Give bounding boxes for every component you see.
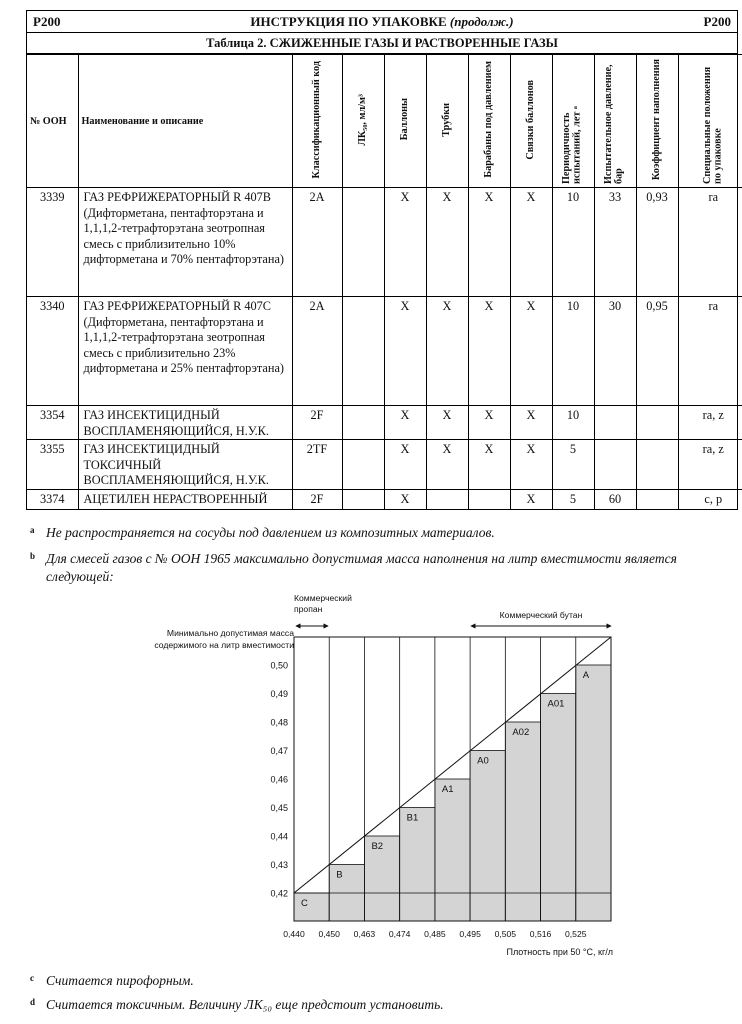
step-label-a01: A01 <box>547 698 565 710</box>
table-row <box>27 490 742 509</box>
cell-drums: X <box>468 406 510 440</box>
cell-class: 2F <box>292 490 342 509</box>
col-bundles: Связки баллонов <box>510 55 552 188</box>
instruction-frame <box>26 10 738 510</box>
annotation-butane: Коммерческий бутан <box>499 610 583 620</box>
x-tick-label: 0,505 <box>494 929 517 939</box>
cell-tubes: X <box>426 188 468 297</box>
col-fill: Коэффициент наполнения <box>636 55 678 188</box>
cell-tubes: X <box>426 406 468 440</box>
cell-drums: X <box>468 188 510 297</box>
table-row <box>27 406 742 440</box>
col-pressure: Испытательное давление, бар <box>594 55 636 188</box>
header-code-right: P200 <box>703 13 731 29</box>
cell-name: ГАЗ ИНСЕКТИЦИДНЫЙ ТОКСИЧНЫЙ ВОСПЛАМЕНЯЮЩИЙСЯ, Н.У.К. <box>78 440 292 490</box>
cell-cylinders: X <box>384 188 426 297</box>
col-drums: Барабаны под давлением <box>468 55 510 188</box>
cell-bundles: X <box>510 297 552 406</box>
col-special: Специальные положения по упаковке <box>678 55 742 188</box>
step-c <box>294 893 329 921</box>
cell-pressure <box>594 440 636 490</box>
chart-xlabel: Плотность при 50 °С, кг/л <box>506 947 613 957</box>
step-label-a1: A1 <box>441 784 454 795</box>
cell-fill <box>636 406 678 440</box>
chart-ylabel-line1: Минимально допустимая масса <box>166 628 294 638</box>
header-title: ИНСТРУКЦИЯ ПО УПАКОВКЕ (продолж.) <box>250 13 514 29</box>
cell-period: 5 <box>552 490 594 509</box>
cell-period: 10 <box>552 297 594 406</box>
x-tick-label: 0,525 <box>565 929 587 939</box>
cell-tubes: X <box>426 297 468 406</box>
cell-pressure: 30 <box>594 297 636 406</box>
cell-un: 3339 <box>27 188 78 297</box>
x-tick-label: 0,485 <box>424 929 446 939</box>
step-a02 <box>505 722 540 921</box>
cell-un: 3374 <box>27 490 78 509</box>
table-row <box>27 297 742 406</box>
chart-ylabel-line2: содержимого на литр вместимости <box>154 640 294 650</box>
footnote-c: c Считается пирофорным. <box>30 973 194 988</box>
cell-bundles: X <box>510 490 552 509</box>
cell-fill: 0,93 <box>636 188 678 297</box>
footnote-b: b Для смесей газов с № ООН 1965 максимально допустимая масса наполнения на литр вместимости является следующей: <box>30 551 677 584</box>
filling-chart <box>0 585 742 965</box>
cell-period: 5 <box>552 440 594 490</box>
cell-drums: X <box>468 297 510 406</box>
cell-name: ГАЗ ИНСЕКТИЦИДНЫЙ ВОСПЛАМЕНЯЮЩИЙСЯ, Н.У.К. <box>78 406 292 440</box>
cell-class: 2A <box>292 188 342 297</box>
cell-class: 2F <box>292 406 342 440</box>
x-tick-label: 0,463 <box>353 929 376 939</box>
step-label-a02: A02 <box>512 727 530 738</box>
step-label-b2: B2 <box>371 841 384 852</box>
cell-lc <box>342 297 384 406</box>
header-title-cont: (продолж.) <box>449 13 514 29</box>
y-tick-label: 0,43 <box>270 860 288 870</box>
step-label-a0: A0 <box>477 755 489 767</box>
footnote-a: a Не распространяется на сосуды под давлением из композитных материалов. <box>30 525 495 540</box>
page-header <box>27 11 737 33</box>
x-tick-label: 0,495 <box>459 929 481 939</box>
cell-drums <box>468 490 510 509</box>
cell-name: АЦЕТИЛЕН НЕРАСТВОРЕННЫЙ <box>78 490 292 509</box>
footnote-d: d Считается токсичным. Величину ЛК₅₀ еще предстоит установить. <box>30 997 444 1012</box>
step-label-a: A <box>582 670 590 681</box>
cell-un: 3354 <box>27 406 78 440</box>
y-tick-label: 0,48 <box>270 717 288 728</box>
cell-lc <box>342 188 384 297</box>
cell-cylinders: X <box>384 406 426 440</box>
cell-tubes <box>426 490 468 509</box>
table-row <box>27 188 742 297</box>
cell-special: c, p <box>678 490 742 509</box>
annotation-propane-2: пропан <box>294 604 323 614</box>
col-class: Классификационный код <box>292 55 342 188</box>
x-tick-label: 0,450 <box>318 929 340 939</box>
col-tubes: Трубки <box>426 55 468 188</box>
cell-tubes: X <box>426 440 468 490</box>
y-tick-label: 0,50 <box>270 660 288 671</box>
step-a0 <box>470 751 505 922</box>
step-b1 <box>400 808 435 922</box>
cell-period: 10 <box>552 188 594 297</box>
cell-pressure: 60 <box>594 490 636 509</box>
step-label-b: B <box>336 869 343 881</box>
cell-fill: 0,95 <box>636 297 678 406</box>
step-a1 <box>435 779 470 921</box>
y-tick-label: 0,45 <box>270 803 288 813</box>
table-header-row <box>27 55 742 188</box>
cell-cylinders: X <box>384 440 426 490</box>
x-tick-label: 0,516 <box>529 929 552 939</box>
cell-special: ra <box>678 188 742 297</box>
x-tick-label: 0,440 <box>283 929 305 939</box>
col-cylinders: Баллоны <box>384 55 426 188</box>
table-row <box>27 440 742 490</box>
cell-special: ra, z <box>678 440 742 490</box>
step-label-c: C <box>301 898 308 909</box>
x-tick-label: 0,474 <box>388 929 411 939</box>
cell-special: ra <box>678 297 742 406</box>
cell-fill <box>636 490 678 509</box>
cell-lc <box>342 406 384 440</box>
y-tick-label: 0,49 <box>270 689 288 699</box>
header-code-left: P200 <box>33 13 61 29</box>
cell-bundles: X <box>510 188 552 297</box>
cell-cylinders: X <box>384 490 426 509</box>
cell-class: 2A <box>292 297 342 406</box>
y-tick-label: 0,46 <box>270 774 288 785</box>
cell-bundles: X <box>510 440 552 490</box>
cell-pressure <box>594 406 636 440</box>
y-tick-label: 0,47 <box>270 746 288 756</box>
col-un: № ООН <box>27 55 78 188</box>
cell-lc <box>342 440 384 490</box>
col-name: Наименование и описание <box>78 55 292 188</box>
cell-drums: X <box>468 440 510 490</box>
gases-table <box>27 54 742 509</box>
cell-bundles: X <box>510 406 552 440</box>
col-lc: ЛК₅₀, мл/м³ <box>342 55 384 188</box>
cell-fill <box>636 440 678 490</box>
step-a01 <box>541 694 576 922</box>
cell-name: ГАЗ РЕФРИЖЕРАТОРНЫЙ R 407B (Дифторметана, пентафторэтана и 1,1,1,2-тетрафторэтана зеотропная смесь с приблизительно 10% дифторметана и 70% пентафторэтана) <box>78 188 292 297</box>
table-title: Таблица 2. СЖИЖЕННЫЕ ГАЗЫ И РАСТВОРЕННЫЕ ГАЗЫ <box>27 33 737 54</box>
cell-period: 10 <box>552 406 594 440</box>
cell-pressure: 33 <box>594 188 636 297</box>
col-period: Периодичность испытаний, лет ᵃ <box>552 55 594 188</box>
step-a <box>576 665 611 921</box>
cell-un: 3355 <box>27 440 78 490</box>
cell-cylinders: X <box>384 297 426 406</box>
annotation-propane-1: Коммерческий <box>294 593 352 603</box>
cell-name: ГАЗ РЕФРИЖЕРАТОРНЫЙ R 407C (Дифторметана, пентафторэтана и 1,1,1,2-тетрафторэтана зеотропная смесь с приблизительно 23% дифторметана и 25% пентафторэтана) <box>78 297 292 406</box>
cell-lc <box>342 490 384 509</box>
cell-class: 2TF <box>292 440 342 490</box>
y-tick-label: 0,42 <box>270 888 288 899</box>
chart-steps <box>294 665 611 921</box>
step-label-b1: B1 <box>406 812 419 824</box>
cell-un: 3340 <box>27 297 78 406</box>
y-tick-label: 0,44 <box>270 831 288 842</box>
cell-special: ra, z <box>678 406 742 440</box>
